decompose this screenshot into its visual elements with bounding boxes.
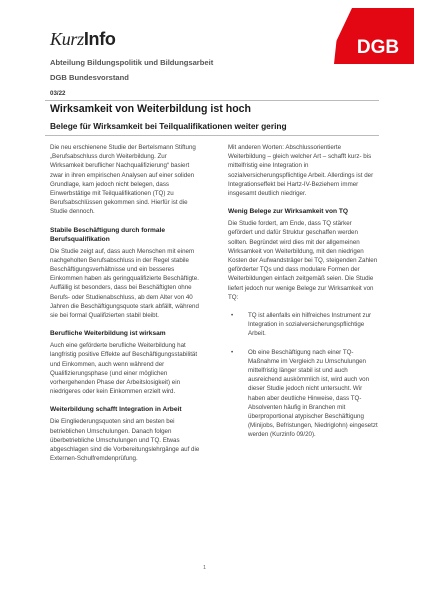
bullet-item	[228, 348, 378, 440]
page-number: 1	[203, 565, 207, 571]
brand-info: Info	[83, 29, 116, 49]
kurzinfo-wordmark	[50, 29, 116, 50]
issue-number: 03/22	[50, 90, 66, 97]
bullet-item	[228, 311, 378, 339]
section-text-stable-employment: Die Studie zeigt auf, dass auch Menschen mit einem nachgeholten Berufsabschluss in der Regel stabile Beschäftigungsverhältnisse und ein besseres Einkommen haben als geringqualifizierte Beschäftigte. Auffällig ist besonders, dass bei Beschäftigten ohne Berufs- oder Studienabschluss, ab dem Alter von 40 Jahren die Beschäftigungsquote stark abfällt, während sie bei formal Qualifizierten stabil bleibt.	[50, 247, 199, 320]
left-column	[50, 143, 200, 472]
bullet-dot-icon: •	[231, 312, 234, 320]
bullet-text: TQ ist allenfalls ein hilfreiches Instrument zur Integration in sozialversicherungspflichtige Arbeit.	[248, 312, 372, 338]
bullet-dot-icon: •	[231, 348, 234, 356]
section-heading-integration: Weiterbildung schafft Integration in Arbeit	[50, 406, 182, 414]
left-intro-paragraph: Die neu erschienene Studie der Bertelsmann Stiftung „Berufsabschluss durch Weiterbildung. Zur Wirksamkeit beruflicher Nachqualifizierung“ basiert zwar in ihren empirischen Analysen auf einer soliden Grundlage, kam jedoch nicht belegen, dass Einwerbstätige mit Teilqualifikationen (TQ) zu Berufsabschlüssen gekommen sind. Hierfür ist die Studie dennoch.	[50, 144, 196, 216]
right-intro-paragraph: Mit anderen Worten: Abschlussorientierte Weiterbildung – gleich welcher Art – schafft kurz- bis mittelfristig eine Integration in sozialversicherungspflichtige Arbeit. Allerdings ist der Integrationseffekt bei Hartz-IV-Beziehern immer insgesamt deutlich niedriger.	[228, 144, 374, 198]
page-title: Wirksamkeit von Weiterbildung ist hoch	[50, 103, 252, 115]
dgb-logo	[334, 8, 414, 64]
section-heading-training-effective: Berufliche Weiterbildung ist wirksam	[50, 330, 166, 338]
section-heading-stable-employment: Stabile Beschäftigung durch formale Berufsqualifikation	[50, 226, 166, 243]
board-line: DGB Bundesvorstand	[50, 73, 129, 82]
section-text-tq-evidence: Die Studie fordert, am Ende, dass TQ stärker gefördert und dafür Struktur geschaffen werden sollten. Begründet wird dies mit der allgemeinen Wirksamkeit von Weiterbildung, mit den niedrigen Kosten der Aufwandsträger bei TQ, steigenden Zahlen geförderter TQs und dass modulare Formen der Weiterbildungen einfach zeitgemäß seien. Die Studie liefert jedoch nur wenige Belege zur Wirksamkeit von TQ:	[228, 220, 378, 301]
section-text-training-effective: Auch eine geförderte berufliche Weiterbildung hat langfristig positive Effekte auf Beschäftigungsstabilität und Einkommen, auch wenn während der Qualifizierungsphase (und einer möglichen vorhergehenden Phase der Arbeitslosigkeit) ein niedrigeres oder kein Einkommen erzielt wird.	[50, 342, 198, 396]
page-subtitle: Belege für Wirksamkeit bei Teilqualifikationen weiter gering	[50, 121, 287, 131]
dgb-logo-text: DGB	[356, 37, 400, 58]
section-text-integration: Die Eingliederungsquoten sind am besten bei betrieblichen Umschulungen. Danach folgen überbetriebliche Umschulungen und TQ. Etwas abgeschlagen sind die Vorbereitungslehrgänge auf die Externen-Schulfremdenprüfung.	[50, 418, 200, 463]
brand-kurz: Kurz	[50, 29, 84, 49]
bullet-list	[228, 311, 378, 440]
department-line: Abteilung Bildungspolitik und Bildungsarbeit	[50, 58, 214, 67]
right-column	[228, 143, 378, 449]
section-heading-tq-evidence: Wenig Belege zur Wirksamkeit von TQ	[228, 208, 349, 216]
bullet-text: Ob eine Beschäftigung nach einer TQ-Maßnahme im Vergleich zu Umschulungen mittelfristig länger stabil ist und auch ausreichend auskömmlich ist, wird auch von dieser Studie jedoch nicht untersucht. Wir haben aber deutliche Hinweise, dass TQ-Absolventen häufig in Branchen mit überproportional atypischer Beschäftigung (Minijobs, Befristungen, Niedriglohn) eingesetzt werden (Kurzinfo 09/20).	[248, 348, 378, 439]
